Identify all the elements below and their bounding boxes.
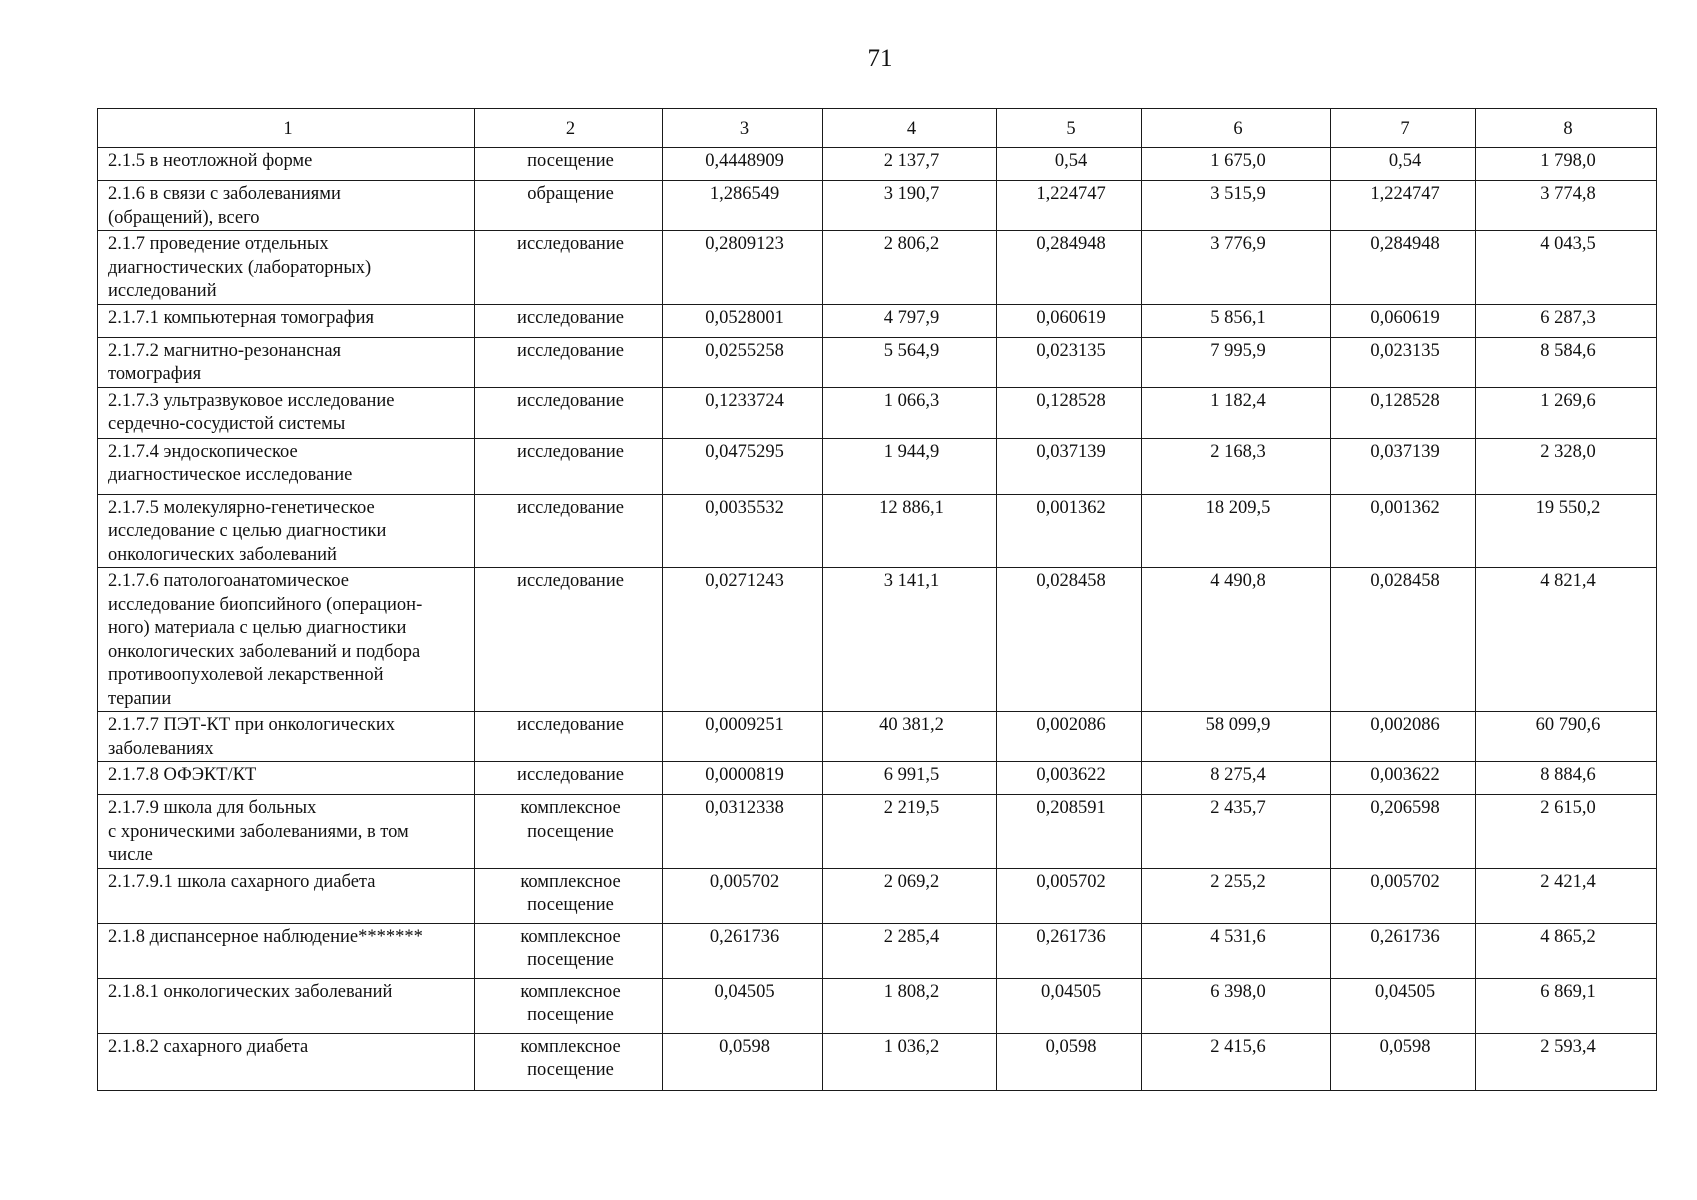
cell-value: 0,060619 [1370,307,1440,328]
unit-cell [475,868,663,923]
row-label: 2.1.7.5 молекулярно-генетическое исследование с целью диагностики онкологических заболеваний [108,497,387,565]
value-cell [1142,978,1331,1033]
value-cell [1331,148,1476,181]
row-name-cell [98,795,475,869]
value-cell [1476,762,1657,795]
value-cell [1476,337,1657,387]
cell-value: 0,002086 [1036,715,1106,735]
cell-value: 1,224747 [1036,184,1106,204]
cell-value: 0,261736 [1036,926,1106,947]
column-header: 8 [1476,109,1657,148]
unit-cell [475,494,663,568]
cell-value: 5 856,1 [1210,307,1266,328]
column-header: 5 [997,109,1142,148]
unit-cell [475,337,663,387]
cell-value: 3 141,1 [883,571,940,591]
cell-value: 0,037139 [1036,441,1106,462]
cell-value: 3 515,9 [1210,184,1266,204]
row-label: 2.1.7.8 ОФЭКТ/КТ [108,765,257,785]
cell-value: исследование [517,390,624,411]
value-cell [1142,181,1331,231]
value-cell [1476,181,1657,231]
cell-value: 0,0312338 [705,798,784,818]
value-cell [1142,148,1331,181]
cell-value: 0,04505 [1374,981,1436,1002]
unit-cell [475,181,663,231]
table-row [98,231,1657,305]
value-cell [1331,337,1476,387]
cell-value: 0,261736 [709,926,780,947]
row-name-cell [98,438,475,494]
value-cell [1331,923,1476,978]
value-cell [997,923,1142,978]
cell-value: исследование [517,715,624,735]
cell-value: 3 776,9 [1210,234,1266,254]
unit-cell [475,148,663,181]
cell-value: 6 287,3 [1540,307,1596,328]
cell-value: 0,001362 [1036,497,1106,518]
cell-value: 8 884,6 [1540,765,1596,785]
cell-value: 0,0271243 [705,571,784,591]
table-row [98,712,1657,762]
value-cell [823,978,997,1033]
value-cell [1142,231,1331,305]
cell-value: 1 798,0 [1540,151,1596,171]
cell-value: 2 168,3 [1210,441,1266,462]
value-cell [1142,494,1331,568]
row-label: 2.1.5 в неотложной форме [108,151,313,171]
cell-value: 2 255,2 [1210,871,1266,892]
value-cell [997,148,1142,181]
cell-value: 6 991,5 [883,765,940,785]
cell-value: 2 328,0 [1540,441,1596,462]
cell-value: 2 415,6 [1210,1036,1266,1057]
row-name-cell [98,304,475,337]
column-header: 7 [1331,109,1476,148]
cell-value: посещение [527,151,614,171]
row-name-cell [98,494,475,568]
row-label: 2.1.7.4 эндоскопическое диагностическое исследование [108,441,353,485]
cell-value: 0,1233724 [705,390,784,411]
cell-value: 4 865,2 [1540,926,1596,947]
value-cell [1331,231,1476,305]
cell-value: 0,028458 [1036,571,1106,591]
cell-value: комплексное посещение [520,798,621,842]
value-cell [823,712,997,762]
value-cell [1142,568,1331,712]
cell-value: 4 797,9 [883,307,940,328]
row-name-cell [98,148,475,181]
cell-value: 0,0598 [1045,1036,1097,1057]
cell-value: 0,2809123 [705,234,784,254]
table-row [98,1033,1657,1090]
cell-value: 1 182,4 [1210,390,1266,411]
cell-value: 2 806,2 [883,234,940,254]
value-cell [663,387,823,438]
value-cell [663,231,823,305]
cell-value: 0,4448909 [705,151,784,171]
value-cell [1476,923,1657,978]
value-cell [1142,304,1331,337]
cell-value: 0,001362 [1370,497,1440,518]
tariff-table [97,108,1657,1091]
value-cell [663,181,823,231]
value-cell [823,494,997,568]
cell-value: 0,0528001 [705,307,784,328]
value-cell [823,231,997,305]
row-label: 2.1.7.3 ультразвуковое исследование сердечно-сосудистой системы [108,390,395,434]
cell-value: 1 269,6 [1540,390,1596,411]
cell-value: исследование [517,340,624,361]
value-cell [823,387,997,438]
cell-value: 4 821,4 [1540,571,1596,591]
cell-value: 1 036,2 [883,1036,940,1057]
cell-value: 0,003622 [1036,765,1106,785]
cell-value: 18 209,5 [1205,497,1271,518]
value-cell [823,868,997,923]
unit-cell [475,712,663,762]
value-cell [663,712,823,762]
value-cell [1331,712,1476,762]
cell-value: исследование [517,441,624,462]
value-cell [1476,868,1657,923]
cell-value: 8 584,6 [1540,340,1596,361]
cell-value: 2 285,4 [883,926,940,947]
value-cell [1142,795,1331,869]
value-cell [1476,1033,1657,1090]
cell-value: 1 675,0 [1210,151,1266,171]
cell-value: 12 886,1 [879,497,944,518]
cell-value: 0,261736 [1370,926,1440,947]
cell-value: исследование [517,497,624,518]
unit-cell [475,568,663,712]
cell-value: 0,037139 [1370,441,1440,462]
unit-cell [475,978,663,1033]
table-row [98,304,1657,337]
value-cell [1142,712,1331,762]
row-label: 2.1.7.6 патологоанатомическое исследование биопсийного (операцион- ного) материала с целью диагностики онкологических заболеваний и подбора противоопухолевой лекарственной терапии [108,571,423,709]
value-cell [1331,181,1476,231]
table-row [98,568,1657,712]
value-cell [663,494,823,568]
row-label: 2.1.7.9 школа для больных с хроническими заболеваниями, в том числе [108,798,409,865]
cell-value: 0,060619 [1036,307,1106,328]
row-label: 2.1.7.7 ПЭТ-КТ при онкологических заболеваниях [108,715,395,759]
row-label: 2.1.7.2 магнитно-резонансная томография [108,340,342,384]
unit-cell [475,231,663,305]
cell-value: 0,0000819 [705,765,784,785]
value-cell [997,978,1142,1033]
table-body [98,109,1657,1091]
cell-value: 4 531,6 [1210,926,1266,947]
value-cell [823,148,997,181]
value-cell [823,337,997,387]
value-cell [1142,387,1331,438]
cell-value: 6 869,1 [1540,981,1596,1002]
cell-value: 60 790,6 [1535,715,1601,735]
cell-value: 2 593,4 [1540,1036,1596,1057]
value-cell [997,181,1142,231]
value-cell [1142,337,1331,387]
value-cell [663,337,823,387]
cell-value: 0,0035532 [705,497,784,518]
cell-value: 0,023135 [1036,340,1106,361]
cell-value: 0,028458 [1370,571,1440,591]
cell-value: 1 066,3 [883,390,940,411]
cell-value: 0,284948 [1036,234,1106,254]
value-cell [663,868,823,923]
value-cell [1476,978,1657,1033]
cell-value: 2 421,4 [1540,871,1596,892]
value-cell [997,494,1142,568]
value-cell [1476,712,1657,762]
table-row [98,868,1657,923]
table-row [98,494,1657,568]
value-cell [823,304,997,337]
cell-value: обращение [527,184,614,204]
value-cell [663,762,823,795]
value-cell [663,438,823,494]
value-cell [1331,762,1476,795]
cell-value: 0,023135 [1370,340,1440,361]
cell-value: 19 550,2 [1535,497,1601,518]
cell-value: 0,005702 [709,871,780,892]
row-label: 2.1.7.1 компьютерная томография [108,307,375,328]
cell-value: 0,128528 [1370,390,1440,411]
row-name-cell [98,181,475,231]
row-label: 2.1.7 проведение отдельных диагностических (лабораторных) исследований [108,234,372,301]
cell-value: 0,54 [1388,151,1422,171]
row-name-cell [98,978,475,1033]
value-cell [663,923,823,978]
value-cell [663,978,823,1033]
cell-value: 0,0598 [719,1036,770,1057]
value-cell [997,387,1142,438]
value-cell [1331,978,1476,1033]
cell-value: исследование [517,571,624,591]
cell-value: 1 944,9 [883,441,940,462]
cell-value: 2 219,5 [883,798,940,818]
value-cell [997,762,1142,795]
column-header: 4 [823,109,997,148]
cell-value: исследование [517,234,624,254]
unit-cell [475,762,663,795]
cell-value: 2 435,7 [1210,798,1266,818]
unit-cell [475,438,663,494]
value-cell [823,568,997,712]
unit-cell [475,795,663,869]
column-header: 3 [663,109,823,148]
table-row [98,795,1657,869]
cell-value: 0,04505 [1040,981,1102,1002]
value-cell [1476,438,1657,494]
cell-value: 0,128528 [1036,390,1106,411]
value-cell [1331,568,1476,712]
value-cell [1142,438,1331,494]
cell-value: 0,0475295 [705,441,784,462]
cell-value: 3 190,7 [883,184,940,204]
value-cell [663,795,823,869]
cell-value: 0,005702 [1370,871,1440,892]
row-label: 2.1.6 в связи с заболеваниями (обращений), всего [108,184,341,228]
table-row [98,438,1657,494]
unit-cell [475,1033,663,1090]
cell-value: 2 615,0 [1540,798,1596,818]
value-cell [1142,923,1331,978]
value-cell [663,304,823,337]
cell-value: комплексное посещение [520,981,621,1025]
value-cell [1331,1033,1476,1090]
cell-value: 0,0598 [1379,1036,1431,1057]
row-name-cell [98,568,475,712]
value-cell [997,1033,1142,1090]
cell-value: 2 069,2 [883,871,940,892]
cell-value: 0,002086 [1370,715,1440,735]
page-number: 71 [867,45,893,72]
value-cell [1331,795,1476,869]
cell-value: 8 275,4 [1210,765,1266,785]
value-cell [1476,304,1657,337]
column-header: 1 [98,109,475,148]
value-cell [997,795,1142,869]
value-cell [1331,868,1476,923]
row-name-cell [98,923,475,978]
table-row [98,337,1657,387]
cell-value: исследование [517,765,624,785]
cell-value: 0,54 [1054,151,1088,171]
value-cell [823,438,997,494]
unit-cell [475,923,663,978]
row-label: 2.1.8 диспансерное наблюдение******* [108,926,423,947]
cell-value: 0,284948 [1370,234,1440,254]
row-name-cell [98,868,475,923]
cell-value: 7 995,9 [1210,340,1266,361]
cell-value: комплексное посещение [520,926,621,970]
cell-value: 0,0255258 [705,340,784,361]
value-cell [1476,568,1657,712]
cell-value: 0,005702 [1036,871,1106,892]
column-header: 2 [475,109,663,148]
cell-value: 2 137,7 [883,151,940,171]
value-cell [1476,148,1657,181]
unit-cell [475,304,663,337]
cell-value: исследование [517,307,624,328]
value-cell [1142,868,1331,923]
row-name-cell [98,337,475,387]
row-name-cell [98,712,475,762]
value-cell [997,438,1142,494]
cell-value: 4 043,5 [1540,234,1596,254]
value-cell [1142,762,1331,795]
value-cell [1331,387,1476,438]
cell-value: 0,003622 [1370,765,1440,785]
cell-value: 6 398,0 [1210,981,1266,1002]
value-cell [823,1033,997,1090]
cell-value: 1 808,2 [883,981,940,1002]
cell-value: 58 099,9 [1205,715,1271,735]
table-row [98,762,1657,795]
cell-value: комплексное посещение [520,1036,621,1080]
table-header-row [98,109,1657,148]
table-row [98,923,1657,978]
value-cell [997,568,1142,712]
cell-value: 0,208591 [1036,798,1106,818]
value-cell [1331,438,1476,494]
value-cell [663,1033,823,1090]
value-cell [997,231,1142,305]
cell-value: комплексное посещение [520,871,621,915]
value-cell [1331,304,1476,337]
value-cell [823,923,997,978]
value-cell [1476,387,1657,438]
row-label: 2.1.8.1 онкологических заболеваний [108,981,393,1002]
value-cell [823,762,997,795]
value-cell [1476,231,1657,305]
row-label: 2.1.7.9.1 школа сахарного диабета [108,871,376,892]
row-name-cell [98,387,475,438]
cell-value: 1,286549 [709,184,780,204]
value-cell [997,337,1142,387]
cell-value: 3 774,8 [1540,184,1596,204]
value-cell [997,712,1142,762]
column-header: 6 [1142,109,1331,148]
value-cell [1142,1033,1331,1090]
table-row [98,387,1657,438]
cell-value: 40 381,2 [879,715,944,735]
table-row [98,148,1657,181]
value-cell [997,304,1142,337]
unit-cell [475,387,663,438]
value-cell [823,181,997,231]
value-cell [1476,494,1657,568]
row-name-cell [98,1033,475,1090]
value-cell [997,868,1142,923]
row-name-cell [98,762,475,795]
table-row [98,181,1657,231]
value-cell [1331,494,1476,568]
row-label: 2.1.8.2 сахарного диабета [108,1036,309,1057]
value-cell [823,795,997,869]
row-name-cell [98,231,475,305]
cell-value: 0,04505 [714,981,775,1002]
cell-value: 1,224747 [1370,184,1440,204]
cell-value: 4 490,8 [1210,571,1266,591]
table-row [98,978,1657,1033]
cell-value: 0,0009251 [705,715,784,735]
cell-value: 0,206598 [1370,798,1440,818]
cell-value: 5 564,9 [883,340,940,361]
value-cell [663,148,823,181]
value-cell [1476,795,1657,869]
value-cell [663,568,823,712]
